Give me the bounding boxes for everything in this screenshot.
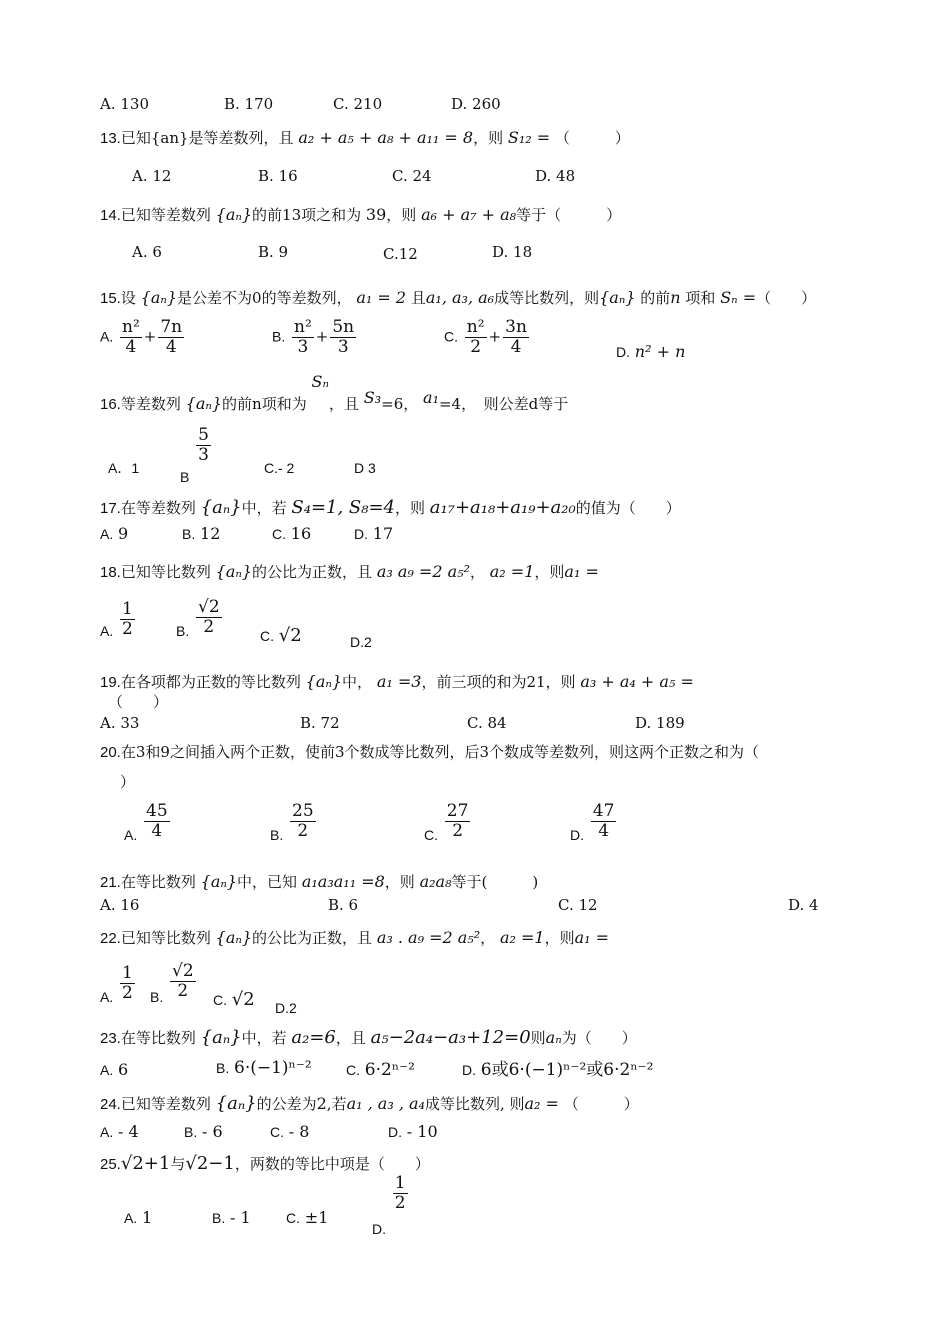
q13-option-b: B. 16 <box>258 167 298 185</box>
q22-option-b: B. $\frac{√2}{2}$ <box>150 961 194 1005</box>
q24-option-c: C. - 8 <box>270 1122 310 1141</box>
question-21: 21.在等比数列 {aₙ}中，已知 a₁a₃a₁₁ =8，则 a₂a₈等于( ) <box>100 872 539 891</box>
q20-option-b: B. $\frac{25}{2}$ <box>270 801 314 843</box>
question-18: 18.已知等比数列 {aₙ}的公比为正数，且 a₃ a₉ =2 a₅²， a₂ =1，则a₁ = <box>100 562 599 581</box>
question-19: 19.在各项都为正数的等比数列 {aₙ}中， a₁ =3，前三项的和为21，则 a₃ + a₄ + a₅ = <box>100 672 694 691</box>
q17-option-a: A. 9 <box>100 524 129 543</box>
q13-option-d: D. 48 <box>535 167 576 185</box>
q18-option-a: A. $\frac{1}{2}$ <box>100 599 133 639</box>
q16-option-b: B $\frac{5}{3}$ <box>180 425 209 485</box>
q19-paren: （ ） <box>108 693 169 711</box>
q12-option-b: B. 170 <box>224 95 274 113</box>
q21-option-a: A. 16 <box>100 896 140 914</box>
q15-option-b: B. $\frac{\text{n²}}{3}$ + $\frac{5n}{3}$ <box>272 317 355 357</box>
q14-option-c: C.12 <box>383 245 418 263</box>
q20-paren: ） <box>120 773 136 791</box>
q22-option-c: C. √2 <box>213 989 255 1010</box>
q12-option-a: A. 130 <box>100 95 149 113</box>
q22-option-d: D.2 <box>275 1000 297 1016</box>
q19-option-d: D. 189 <box>635 714 685 732</box>
q12-option-d: D. 260 <box>451 95 501 113</box>
q17-option-d: D. 17 <box>354 524 394 543</box>
question-20: 20.在3和9之间插入两个正数，使前3个数成等比数列，后3个数成等差数列，则这两个正数之和为（ <box>100 743 760 761</box>
question-17: 17.在等差数列 {aₙ}中，若 S₄=1, S₈=4，则 a₁₇+a₁₈+a₁₉+a₂₀的值为（ ） <box>100 497 681 518</box>
q20-option-c: C. $\frac{27}{2}$ <box>424 801 469 843</box>
q19-option-c: C. 84 <box>467 714 507 732</box>
q16-option-a: A．1 <box>108 460 140 476</box>
q14-option-d: D. 18 <box>492 243 533 261</box>
q16-option-c: C.- 2 <box>264 460 295 476</box>
q22-option-a: A. $\frac{1}{2}$ <box>100 963 133 1005</box>
question-15: 15.设 {aₙ}是公差不为0的等差数列， a₁ = 2 且a₁, a₃, a₆成等比数列，则{aₙ} 的前n 项和 Sₙ =（ ） <box>100 288 817 307</box>
q21-option-b: B. 6 <box>328 896 359 914</box>
q19-option-b: B. 72 <box>300 714 340 732</box>
question-number: 13. <box>100 130 121 147</box>
question-25: 25.√2+1与√2−1，两数的等比中项是（ ） <box>100 1153 430 1174</box>
q13-option-c: C. 24 <box>392 167 432 185</box>
q15-option-c: C. $\frac{\text{n²}}{2}$ + $\frac{3n}{4}$ <box>444 317 527 357</box>
q24-option-d: D. - 10 <box>388 1122 438 1141</box>
question-14: 14.已知等差数列 {aₙ}的前13项之和为 39，则 a₆ + a₇ + a₈等于（ ） <box>100 205 622 224</box>
q15-option-d: D. n² + n <box>616 342 686 361</box>
q13-option-a: A. 12 <box>132 167 172 185</box>
q25-option-c: C. ±1 <box>286 1208 329 1227</box>
q23-option-c: C. 6·2ⁿ⁻² <box>346 1060 415 1080</box>
q25-option-a: A. 1 <box>124 1208 153 1227</box>
question-13: 13.已知{an}是等差数列，且 a₂ + a₅ + a₈ + a₁₁ = 8，则 S₁₂ = （ ） <box>100 128 630 147</box>
q25-option-d: D. $\frac{1}{2}$ <box>372 1173 406 1237</box>
q17-option-b: B. 12 <box>182 524 221 543</box>
question-22: 22.已知等比数列 {aₙ}的公比为正数，且 a₃ . a₉ =2 a₅²， a₂ =1，则a₁ = <box>100 928 610 947</box>
q23-option-b: B. 6·(−1)ⁿ⁻² <box>216 1058 312 1078</box>
q18-option-c: C. √2 <box>260 625 302 646</box>
q21-option-c: C. 12 <box>558 896 598 914</box>
q21-option-d: D. 4 <box>788 896 819 914</box>
question-24: 24.已知等差数列 {aₙ}的公差为2,若a₁ , a₃ , a₄成等比数列, 则a₂ = （ ） <box>100 1093 639 1114</box>
q24-option-b: B. - 6 <box>184 1122 223 1141</box>
q20-option-d: D. $\frac{47}{4}$ <box>570 801 615 843</box>
q12-option-c: C. 210 <box>333 95 383 113</box>
q16-option-d: D 3 <box>354 460 376 476</box>
q17-option-c: C. 16 <box>272 524 312 543</box>
q24-option-a: A. - 4 <box>100 1122 139 1141</box>
q14-option-b: B. 9 <box>258 243 289 261</box>
q20-option-a: A. $\frac{45}{4}$ <box>124 801 168 843</box>
q19-option-a: A. 33 <box>100 714 140 732</box>
q23-option-d: D. 6或6·(−1)ⁿ⁻²或6·2ⁿ⁻² <box>462 1060 654 1080</box>
question-23: 23.在等比数列 {aₙ}中，若 a₂=6，且 a₅−2a₄−a₃+12=0则aₙ为（ ） <box>100 1027 637 1048</box>
q25-option-b: B. - 1 <box>212 1208 251 1227</box>
q23-option-a: A. 6 <box>100 1060 129 1079</box>
q14-option-a: A. 6 <box>132 243 162 261</box>
q15-option-a: A. $\frac{\text{n²}}{4}$ + $\frac{7n}{4}$ <box>100 317 183 357</box>
q18-option-d: D.2 <box>350 634 372 650</box>
q18-option-b: B. $\frac{√2}{2}$ <box>176 597 220 639</box>
question-16: 16.等差数列 {aₙ}的前n项和为 Sₙ，且 S₃=6， a₁=4， 则公差d等于 <box>100 372 569 413</box>
